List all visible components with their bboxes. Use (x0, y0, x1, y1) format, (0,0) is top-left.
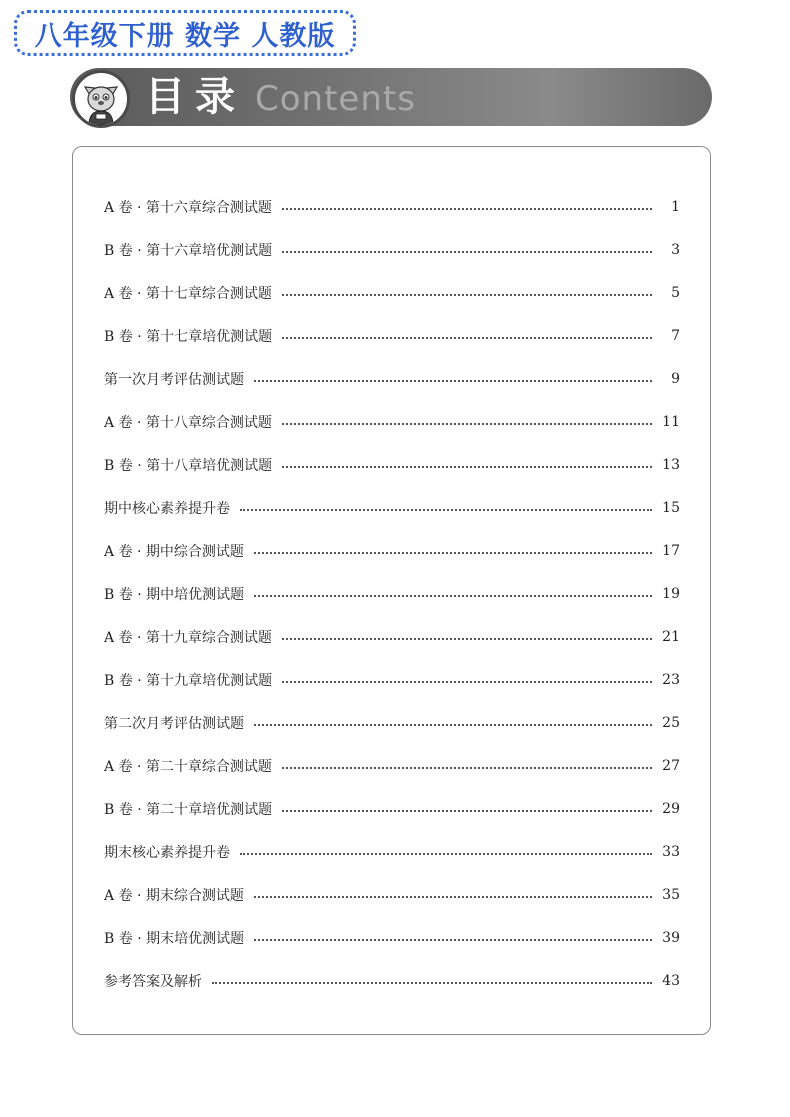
toc-entry-page: 29 (662, 801, 680, 817)
toc-entry[interactable] (104, 495, 680, 521)
edition-badge (14, 10, 356, 56)
toc-entry[interactable] (104, 839, 680, 865)
toc-entry-page: 21 (662, 629, 680, 645)
toc-entry-label: B 卷 · 第十八章培优测试题 (104, 458, 273, 474)
toc-leader-dots (282, 638, 652, 640)
toc-leader-dots (254, 595, 652, 597)
toc-leader-dots (254, 896, 652, 898)
toc-entry[interactable] (104, 366, 680, 392)
toc-leader-dots (282, 681, 652, 683)
toc-entry-page: 23 (662, 672, 680, 688)
toc-entry-page: 9 (671, 371, 680, 387)
toc-entry[interactable] (104, 925, 680, 951)
toc-leader-dots (212, 982, 652, 984)
toc-leader-dots (282, 208, 652, 210)
toc-leader-dots (282, 294, 652, 296)
toc-entry[interactable] (104, 280, 680, 306)
toc-leader-dots (240, 509, 652, 511)
toc-entry-label: A 卷 · 期末综合测试题 (104, 888, 244, 904)
toc-entry-label: B 卷 · 第十七章培优测试题 (104, 329, 273, 345)
toc-entry-label: A 卷 · 第十八章综合测试题 (104, 415, 272, 431)
toc-entry-label: B 卷 · 第十六章培优测试题 (104, 243, 273, 259)
toc-leader-dots (282, 767, 652, 769)
toc-leader-dots (282, 466, 652, 468)
toc-entry-page: 1 (671, 199, 680, 215)
toc-entry-page: 27 (662, 758, 680, 774)
toc-entry-page: 17 (662, 543, 680, 559)
toc-leader-dots (282, 423, 652, 425)
toc-entry[interactable] (104, 452, 680, 478)
toc-entry[interactable] (104, 409, 680, 435)
toc-leader-dots (240, 853, 652, 855)
toc-leader-dots (254, 552, 652, 554)
toc-entry-page: 33 (662, 844, 680, 860)
toc-entry-label: A 卷 · 第十九章综合测试题 (104, 630, 272, 646)
toc-entry-page: 43 (662, 973, 680, 989)
toc-leader-dots (254, 939, 652, 941)
toc-entry-label: 第二次月考评估测试题 (104, 716, 244, 732)
toc-entry[interactable] (104, 237, 680, 263)
toc-leader-dots (254, 724, 652, 726)
toc-leader-dots (282, 337, 652, 339)
toc-leader-dots (282, 810, 652, 812)
toc-entry-page: 39 (662, 930, 680, 946)
toc-entry-label: B 卷 · 期中培优测试题 (104, 587, 245, 603)
toc-entry[interactable] (104, 710, 680, 736)
toc-entry[interactable] (104, 323, 680, 349)
toc-entry-page: 7 (671, 328, 680, 344)
toc-entry-label: A 卷 · 第十七章综合测试题 (104, 286, 272, 302)
toc-leader-dots (282, 251, 652, 253)
contents-title-cn: 目录 (145, 74, 245, 120)
mascot-icon (72, 70, 130, 128)
contents-title-en: Contents (255, 79, 416, 119)
toc-entry-page: 15 (662, 500, 680, 516)
toc-entry-page: 5 (671, 285, 680, 301)
toc-entry[interactable] (104, 968, 680, 994)
toc-entry-label: 参考答案及解析 (104, 974, 202, 990)
toc-entry-label: A 卷 · 第二十章综合测试题 (104, 759, 272, 775)
toc-leader-dots (254, 380, 652, 382)
edition-badge-text: 八年级下册 数学 人教版 (34, 20, 336, 52)
toc-entry[interactable] (104, 796, 680, 822)
toc-entry[interactable] (104, 753, 680, 779)
toc-entry[interactable] (104, 624, 680, 650)
toc-entry-label: A 卷 · 期中综合测试题 (104, 544, 244, 560)
toc-entry-label: 第一次月考评估测试题 (104, 372, 244, 388)
toc-entry-page: 3 (671, 242, 680, 258)
toc-entry-label: 期中核心素养提升卷 (104, 501, 230, 517)
toc-entry-label: B 卷 · 期末培优测试题 (104, 931, 245, 947)
toc-entry-label: B 卷 · 第二十章培优测试题 (104, 802, 273, 818)
toc-entry-page: 19 (662, 586, 680, 602)
toc-entry-page: 35 (662, 887, 680, 903)
toc-entry-label: 期末核心素养提升卷 (104, 845, 230, 861)
toc-entry-page: 25 (662, 715, 680, 731)
toc-entry-label: A 卷 · 第十六章综合测试题 (104, 200, 272, 216)
toc-entry[interactable] (104, 538, 680, 564)
toc-entry-label: B 卷 · 第十九章培优测试题 (104, 673, 273, 689)
toc-entry-page: 13 (662, 457, 680, 473)
toc-entry-page: 11 (662, 414, 680, 430)
toc-entry[interactable] (104, 882, 680, 908)
toc-entry[interactable] (104, 667, 680, 693)
toc-entry[interactable] (104, 581, 680, 607)
toc-entry[interactable] (104, 194, 680, 220)
